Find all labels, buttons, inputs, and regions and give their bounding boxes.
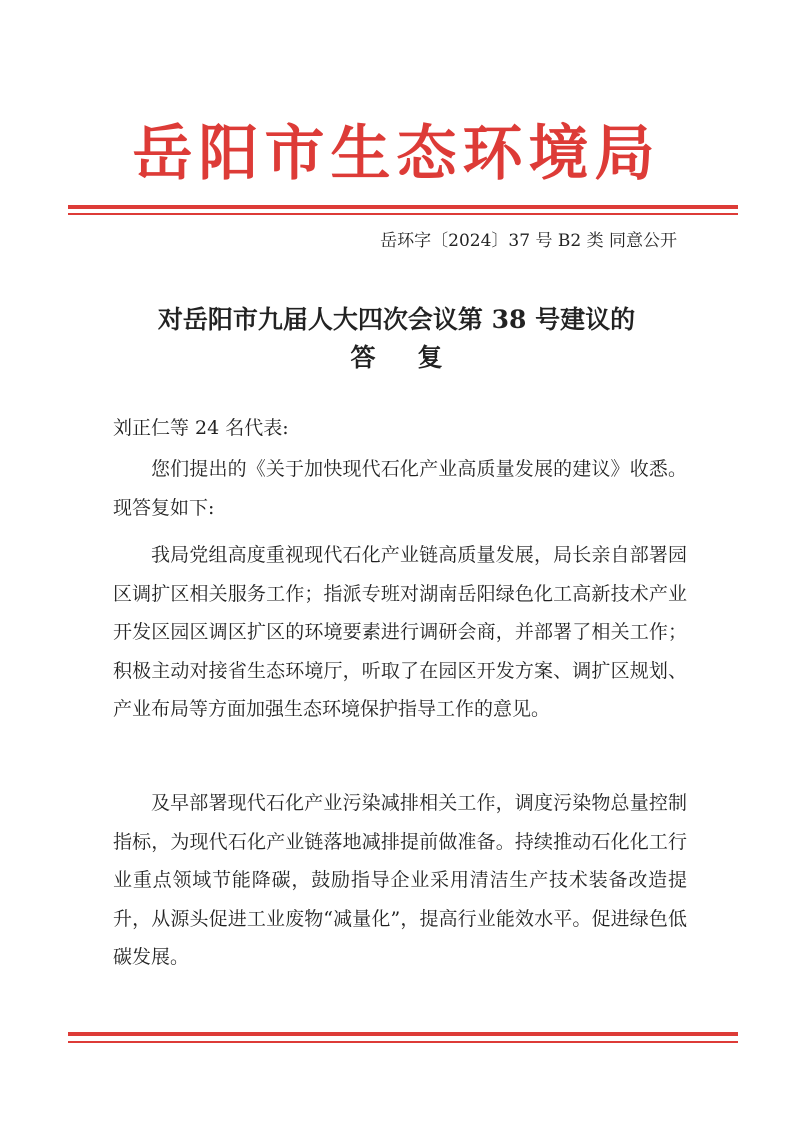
document-title-line2: 答复 [350, 343, 485, 372]
document-number: 岳环字〔2024〕37 号 B2 类 同意公开 [380, 231, 677, 251]
paragraph-text: 及早部署现代石化产业污染减排相关工作，调度污染物总量控制指标，为现代石化产业链落地减排提前做准备。持续推动石化化工行业重点领域节能降碳，鼓励指导企业采用清洁生产技术装备改造提升，从源头促进工业废物“减量化”，提高行业能效水平。促进绿色低碳发展。 [113, 792, 687, 968]
body-paragraph-3 [113, 784, 687, 977]
body-paragraph-2 [113, 536, 687, 729]
footer-divider-thick [68, 1032, 738, 1036]
agency-masthead: 岳阳市生态环境局 [132, 119, 661, 189]
header-divider-thin [68, 213, 738, 215]
paragraph-text: 我局党组高度重视现代石化产业链高质量发展，局长亲自部署园区调扩区相关服务工作；指派专班对湖南岳阳绿色化工高新技术产业开发区园区调区扩区的环境要素进行调研会商，并部署了相关工作；积极主动对接省生态环境厅，听取了在园区开发方案、调扩区规划、产业布局等方面加强生态环境保护指导工作的意见。 [113, 544, 687, 720]
paragraph-text: 您们提出的《关于加快现代石化产业高质量发展的建议》收悉。现答复如下: [113, 458, 687, 519]
footer-divider-thin [68, 1041, 738, 1043]
header-divider-thick [68, 205, 738, 209]
salutation: 刘正仁等 24 名代表: [113, 417, 289, 439]
body-paragraph-1 [113, 450, 687, 527]
document-title-line1: 对岳阳市九届人大四次会议第 38 号建议的 [157, 305, 636, 334]
